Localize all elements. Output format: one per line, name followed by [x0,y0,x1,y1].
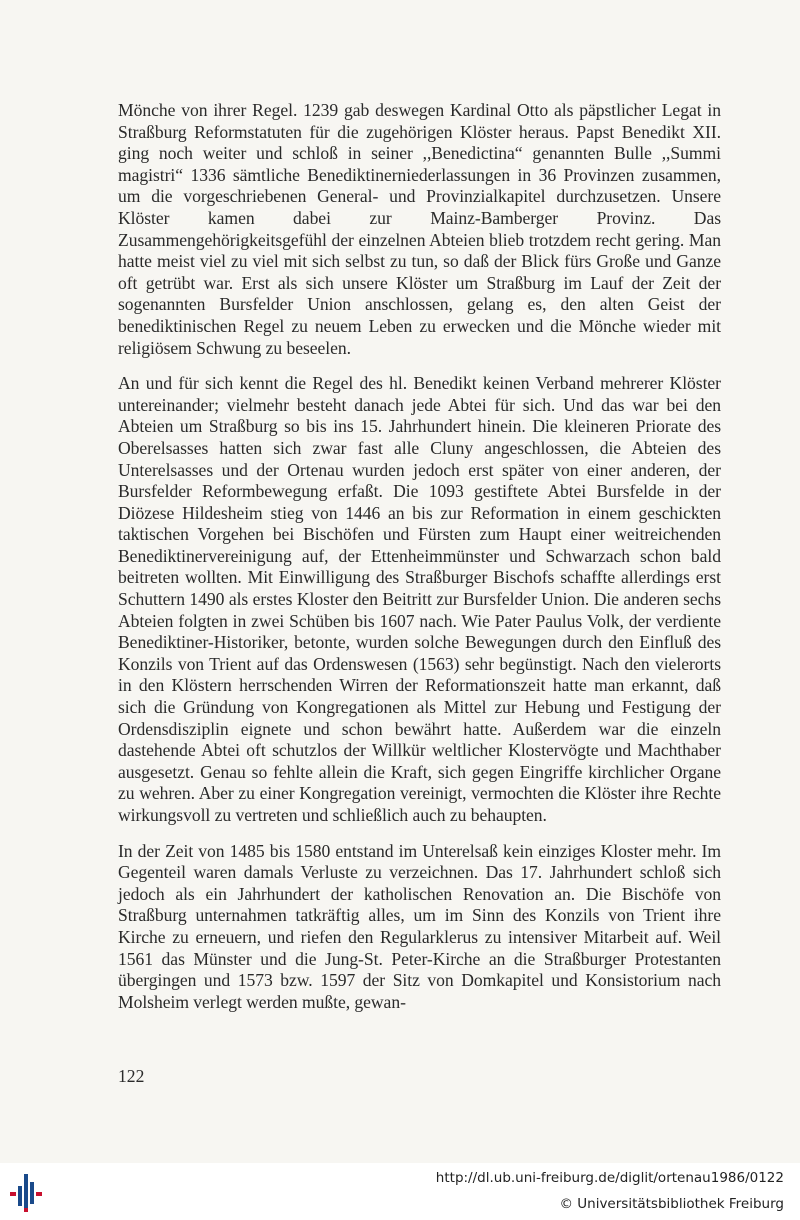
body-text [118,100,721,1027]
paragraph-3: In der Zeit von 1485 bis 1580 entstand im Unterelsaß kein einziges Kloster mehr. Im Gegenteil waren damals Verluste zu verzeichnen. Das 17. Jahrhundert schloß sich jedoch als ein Jahrhundert der katholischen Renovation an. Die Bischöfe von Straßburg unternahmen tatkräftig alles, um im Sinn des Konzils von Trient ihre Kirche zu erneuern, und riefen den Regularklerus zu intensiver Mitarbeit auf. Weil 1561 das Münster und die Jung-St. Peter-Kirche an die Straßburger Protestanten übergingen und 1573 bzw. 1597 der Sitz von Domkapitel und Konsistorium nach Molsheim verlegt werden mußte, gewan- [118,840,721,1012]
ub-freiburg-logo-icon [10,1170,54,1214]
paragraph-1: Mönche von ihrer Regel. 1239 gab deswegen Kardinal Otto als päpstlicher Legat in Straßburg Reformstatuten für die zugehörigen Klöster heraus. Papst Benedikt XII. ging noch weiter und schloß in seiner ,,Benedictina“ genannten Bulle ,,Summi magistri“ 1336 sämtliche Benediktinerniederlassungen in 36 Provinzen zusammen, um die vorgeschriebenen General- und Provinzialkapitel durchzusetzen. Unsere Klöster kamen dabei zur Mainz-Bamberger Provinz. Das Zusammengehörigkeitsgefühl der einzelnen Abteien blieb trotzdem recht gering. Man hatte meist viel zu viel mit sich selbst zu tun, so daß der Blick fürs Große und Ganze oft getrübt war. Erst als sich unsere Klöster um Straßburg im Lauf der Zeit der sogenannten Bursfelder Union anschlossen, gelang es, den alten Geist der benediktinischen Regel zu neuem Leben zu erwecken und die Mönche wieder mit religiösem Schwung zu beseelen. [118,100,721,358]
copyright-notice: © Universitätsbibliothek Freiburg [559,1196,784,1212]
page-number: 122 [118,1066,145,1086]
paragraph-2: An und für sich kennt die Regel des hl. Benedikt keinen Verband mehrerer Klöster untereinander; vielmehr besteht danach jede Abtei für sich. Und das war bei den Abteien um Straßburg so bis ins 15. Jahrhundert hinein. Die kleineren Priorate des Oberelsasses hatten sich zwar fast alle Cluny angeschlossen, die Abteien des Unterelsasses und der Ortenau wurden jedoch erst später von einer anderen, der Bursfelder Reformbewegung erfaßt. Die 1093 gestiftete Abtei Bursfelde in der Diözese Hildesheim stieg von 1446 an bis zur Reformation in einem geschickten taktischen Vorgehen bei Bischöfen und Fürsten zum Haupt einer weitreichenden Benediktinervereinigung auf, der Ettenheimmünster und Schwarzach schon bald beitreten wollten. Mit Einwilligung des Straßburger Bischofs schaffte allerdings erst Schuttern 1490 als erstes Kloster den Beitritt zur Bursfelder Union. Die anderen sechs Abteien folgten in zwei Schüben bis 1607 nach. Wie Pater Paulus Volk, der verdiente Benediktiner-Historiker, betonte, wurden solche Bewegungen durch den Einfluß des Konzils von Trient auf das Ordenswesen (1563) sehr begünstigt. Nach den vielerorts in den Klöstern herrschenden Wirren der Reformationszeit hatte man erkannt, daß sich die Gründung von Kongregationen als Mittel zur Hebung und Festigung der Ordensdisziplin eignete und schon bewährt hatte. Außerdem war die einzeln dastehende Abtei oft schutzlos der Willkür weltlicher Klostervögte und Machthaber ausgesetzt. Genau so fehlte allein die Kraft, sich gegen Eingriffe kirchlicher Organe zu wehren. Aber zu einer Kongregation vereinigt, vermochten die Klöster ihre Rechte wirkungsvoll zu vertreten und schließlich auch zu behaupten. [118,373,721,825]
source-url[interactable]: http://dl.ub.uni-freiburg.de/diglit/ortenau1986/0122 [435,1170,784,1186]
